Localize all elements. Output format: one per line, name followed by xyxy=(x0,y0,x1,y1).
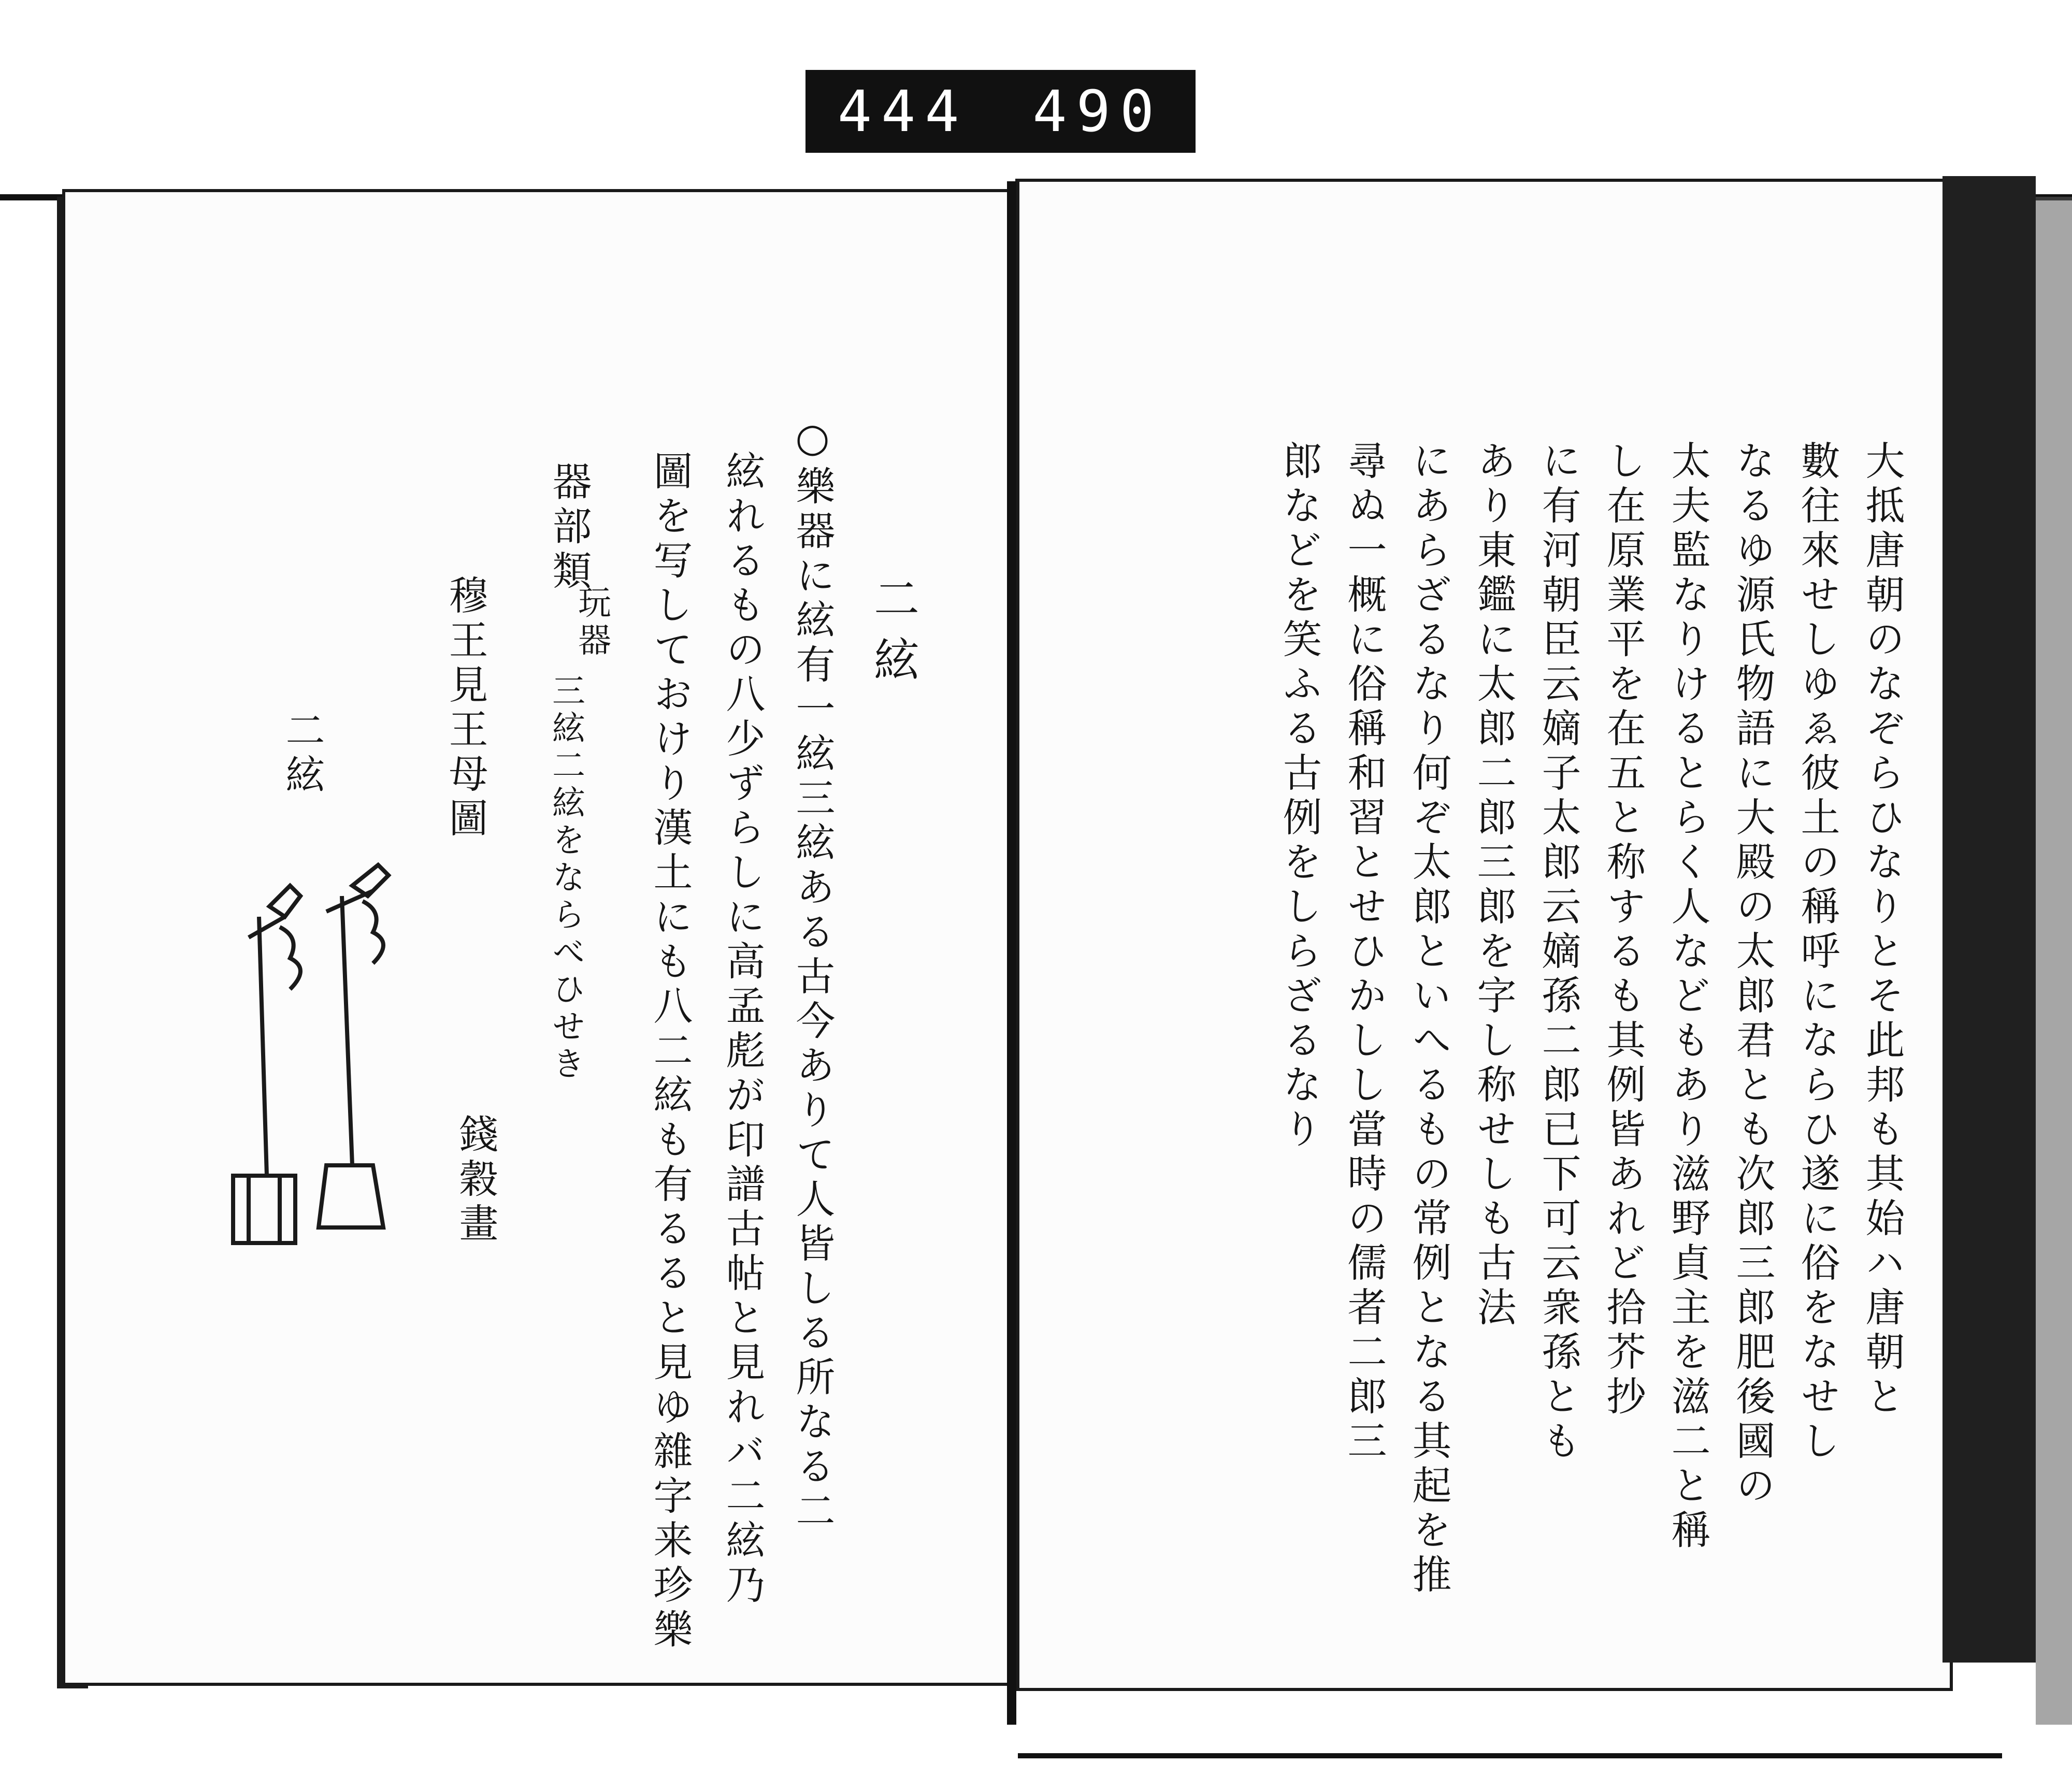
caption-title: 穆王見王母圖 xyxy=(442,575,488,842)
section-heading: 二絃 xyxy=(867,575,920,697)
label-right-number: 490 xyxy=(1032,78,1164,145)
text-column: にあらざるなり何ぞ太郎といへるもの常例となる其起を推 xyxy=(1406,440,1452,1598)
text-column: 郎などを笑ふる古例をしらざるなり xyxy=(1276,440,1322,1153)
caption-note: 三絃二絃をならべひせき xyxy=(546,673,585,1083)
label-left-number: 444 xyxy=(837,78,969,145)
text-column: 太夫監なりけるとらく人などもあり滋野貞主を滋二と稱 xyxy=(1665,440,1711,1554)
text-column: し在原業平を在五と称するも其例皆あれど拾芥抄 xyxy=(1600,440,1646,1420)
bottom-rule xyxy=(1018,1753,2002,1758)
caption-category: 器部類 xyxy=(546,461,592,595)
erxian-illustration xyxy=(218,855,414,1259)
text-column: 絃れるもの八少ずらしに高孟彪が印譜古帖と見れバ二絃乃 xyxy=(720,451,766,1609)
archive-label xyxy=(805,70,1196,153)
text-column: なるゆ源氏物語に大殿の太郎君とも次郎三郎肥後國の xyxy=(1730,440,1776,1509)
gutter xyxy=(1007,181,1016,1725)
right-spine xyxy=(1942,176,2036,1663)
text-column: 尋ぬ一概に俗稱和習とせひかしし當時の儒者二郎三 xyxy=(1341,440,1387,1465)
page-edge xyxy=(2036,197,2072,1725)
text-column: ○樂器に絃有一絃三絃ある古今ありて人皆しる所なる二 xyxy=(789,414,836,1535)
text-column: 大抵唐朝のなぞらひなりとそ此邦も其始ハ唐朝と xyxy=(1859,440,1905,1420)
left-page xyxy=(62,189,1015,1686)
text-column: あり東鑑に太郎二郎三郎を字し称せしも古法 xyxy=(1471,440,1517,1331)
figure-label: 二絃 xyxy=(279,710,325,799)
caption-subcategory: 玩器 xyxy=(572,585,611,660)
text-column: 數往來せしゆゑ彼土の稱呼にならひ遂に俗をなせし xyxy=(1794,440,1840,1465)
caption-artist: 錢穀畫 xyxy=(453,1114,499,1247)
text-column: に有河朝臣云嫡子太郎云嫡孫二郎已下可云衆孫とも xyxy=(1535,440,1581,1465)
text-column: 圖を写しておけり漢土にも八二絃も有るると見ゆ雜字来珍樂 xyxy=(647,451,693,1653)
